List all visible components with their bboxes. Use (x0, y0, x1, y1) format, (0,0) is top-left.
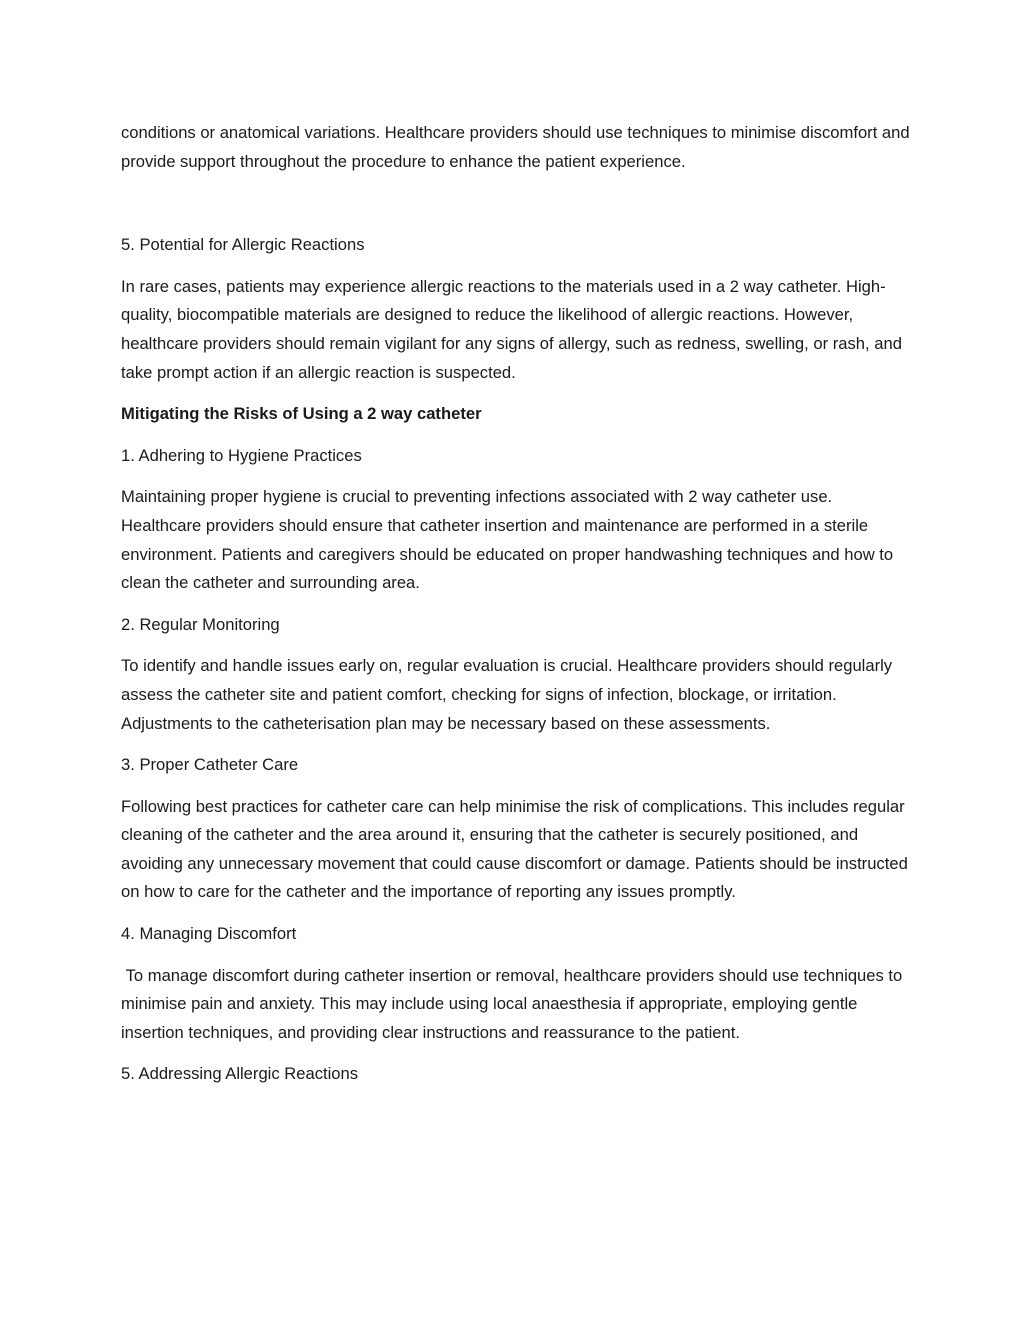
paragraph-intro-continuation: conditions or anatomical variations. Healthcare providers should use techniques to minimise discomfort and provide support throughout the procedure to enhance the patient experience. (121, 123, 915, 171)
paragraph-catheter-care: Following best practices for catheter care can help minimise the risk of complications. This includes regular cleaning of the catheter and the area around it, ensuring that the catheter is securely positioned, and avoiding any unnecessary movement that could cause discomfort or damage. Patients should be instructed on how to care for the catheter and the importance of reporting any issues promptly. (121, 796, 913, 902)
heading-hygiene-practices: 1. Adhering to Hygiene Practices (121, 445, 362, 465)
section-heading-mitigating-risks: Mitigating the Risks of Using a 2 way catheter (121, 404, 482, 424)
paragraph-regular-monitoring: To identify and handle issues early on, regular evaluation is crucial. Healthcare providers should regularly assess the catheter site and patient comfort, checking for signs of infection, blockage, or irritation. Adjustments to the catheterisation plan may be necessary based on these assessments. (121, 656, 897, 733)
document-body (121, 119, 915, 1089)
heading-catheter-care: 3. Proper Catheter Care (121, 755, 299, 775)
heading-managing-discomfort: 4. Managing Discomfort (121, 924, 297, 944)
heading-regular-monitoring: 2. Regular Monitoring (121, 614, 280, 634)
paragraph-hygiene-practices: Maintaining proper hygiene is crucial to preventing infections associated with 2 way catheter use. Healthcare providers should ensure that catheter insertion and maintenance are performed in a sterile environment. Patients and caregivers should be educated on proper handwashing techniques and how to clean the catheter and surrounding area. (121, 487, 898, 593)
heading-allergic-reactions-risk: 5. Potential for Allergic Reactions (121, 235, 365, 255)
paragraph-allergic-reactions: In rare cases, patients may experience allergic reactions to the materials used in a 2 way catheter. High-quality, biocompatible materials are designed to reduce the likelihood of allergic reactions. However, healthcare providers should remain vigilant for any signs of allergy, such as redness, swelling, or rash, and take prompt action if an allergic reaction is suspected. (121, 276, 907, 382)
heading-addressing-allergic-reactions: 5. Addressing Allergic Reactions (121, 1064, 359, 1084)
paragraph-managing-discomfort: To manage discomfort during catheter insertion or removal, healthcare providers should use techniques to minimise pain and anxiety. This may include using local anaesthesia if appropriate, employing gentle insertion techniques, and providing clear instructions and reassurance to the patient. (121, 965, 907, 1042)
